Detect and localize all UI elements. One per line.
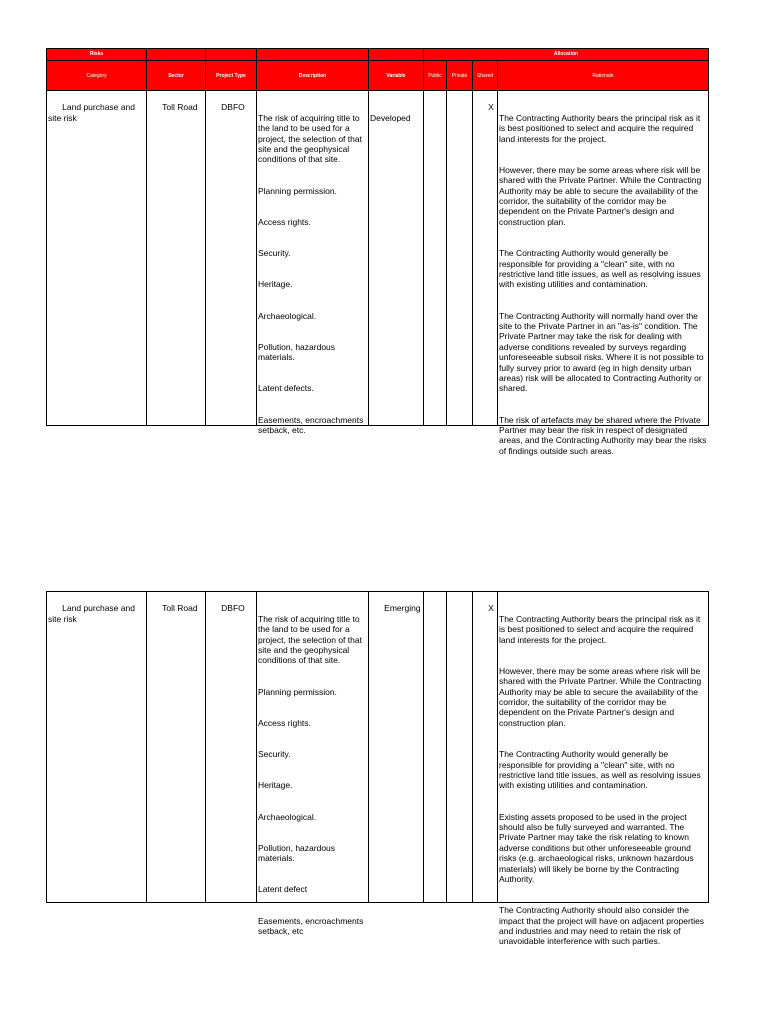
row2-rationale-paragraph: However, there may be some areas where risk will be shared with the Private Partner. While the Contracting Authority may be able to secure the availability of the corridor, the suitability of the corridor may be dependent on the Private Partner's design and construction plan. <box>499 665 704 728</box>
row1-description-line: Archaeological. <box>258 310 317 321</box>
header-variable <box>368 60 423 90</box>
row1-category <box>46 90 146 426</box>
row2-rationale-paragraph: The Contracting Authority would generally be responsible for providing a "clean" site, with no restrictive land title issues, as well as resolving issues with existing utilities and contamination. <box>499 749 704 791</box>
row2-description-line: Planning permission. <box>258 686 337 697</box>
row1-rationale-paragraph: The Contracting Authority will normally hand over the site to the Private Partner in an "as-is" condition. The Private Partner may take the risk for dealing with adverse conditions revealed by surveys regarding unforeseeable subsoil risks. Where it is not possible to fully survey prior to award (eg in high density urban areas) risk will be allocated to Contracting Authority or shared. <box>499 310 706 394</box>
row1-description <box>256 90 368 435</box>
header-risks-group <box>46 48 146 60</box>
header-shared <box>472 60 497 90</box>
row2-description <box>256 591 368 936</box>
header-sector-label: Sector <box>168 72 184 79</box>
row1-public <box>423 90 446 426</box>
row1-project-type-text: DBFO <box>221 102 245 113</box>
row1-variable-text: Developed <box>370 112 411 123</box>
row2-project-type <box>205 591 256 903</box>
header-project-type-label: Project Type <box>216 72 246 79</box>
row1-description-line: Heritage. <box>258 279 293 290</box>
row1-rationale-paragraph: The risk of artefacts may be shared where the Private Partner may bear the risk in respect of designated areas, and the Contracting Authority may bear the risks of findings outside such areas. <box>499 414 709 456</box>
row1-category-text: Land purchase and site risk <box>48 102 138 123</box>
row1-description-line: Access rights. <box>258 216 311 227</box>
header-risks-label: Risks <box>89 51 104 57</box>
row1-description-line: Pollution, hazardous materials. <box>258 341 338 363</box>
row1-description-line: Easements, encroachments setback, etc. <box>258 414 366 435</box>
row2-rationale-paragraph: The Contracting Authority bears the principal risk as it is best positioned to select and acquire the required land interests for the project. <box>499 613 703 645</box>
header-blank-description <box>256 48 368 60</box>
row2-project-type-text: DBFO <box>221 603 245 614</box>
header-shared-label: Shared <box>476 72 494 79</box>
header-category-label: Category <box>86 72 107 79</box>
row2-sector-text: Toll Road <box>162 603 198 614</box>
row2-shared <box>472 591 497 903</box>
header-private-label: Private <box>451 72 468 79</box>
header-blank-sector <box>146 48 205 60</box>
row2-category <box>46 591 146 903</box>
row1-variable <box>368 90 423 426</box>
row1-rationale-paragraph: The Contracting Authority would generally be responsible for providing a "clean" site, with no restrictive land title issues, as well as resolving issues with existing utilities and contamination. <box>499 248 704 290</box>
row2-variable <box>368 591 423 903</box>
row2-description-line: Pollution, hazardous materials. <box>258 842 338 864</box>
row1-description-line: Latent defects. <box>258 383 314 394</box>
row1-description-line: The risk of acquiring title to the land to be used for a project, the selection of that site and the geophysical conditions of that site. <box>258 112 365 165</box>
row2-rationale-paragraph: Existing assets proposed to be used in the project should also be fully surveyed and warranted. The Private Partner may take the risk relating to known adverse conditions but other unforeseeable ground risks (e.g. archaeological risks, unknown hazardous materials) will likely be borne by the Contracting Authority. <box>499 811 697 884</box>
row2-description-line: Access rights. <box>258 717 311 728</box>
row1-description-line: Planning permission. <box>258 185 337 196</box>
row2-rationale <box>497 591 709 947</box>
risk-allocation-table <box>46 48 709 456</box>
header-variable-label: Variable <box>386 72 406 79</box>
header-public <box>423 60 446 90</box>
header-rationale-label: Rationale <box>592 72 614 79</box>
row2-description-line: The risk of acquiring title to the land to be used for a project, the selection of that site and the geophysical conditions of that site. <box>258 613 365 666</box>
row2-description-line: Easements, encroachments setback, etc <box>258 915 366 936</box>
header-description <box>256 60 368 90</box>
header-allocation-group <box>423 48 709 60</box>
row2-description-line: Heritage. <box>258 780 293 791</box>
row2-sector <box>146 591 205 903</box>
row1-sector <box>146 90 205 426</box>
header-sector <box>146 60 205 90</box>
row1-sector-text: Toll Road <box>162 102 198 113</box>
row2-variable-text: Emerging <box>384 603 421 614</box>
header-public-label: Public <box>428 72 442 79</box>
row2-shared-mark: X <box>488 603 494 614</box>
row1-description-line: Security. <box>258 248 291 259</box>
risk-allocation-table-continued <box>46 591 709 947</box>
header-blank-variable <box>368 48 423 60</box>
row1-private <box>446 90 472 426</box>
row2-description-line: Archaeological. <box>258 811 317 822</box>
header-allocation-label: Allocation <box>553 51 579 57</box>
header-project-type <box>205 60 256 90</box>
row2-private <box>446 591 472 903</box>
row1-rationale-paragraph: The Contracting Authority bears the principal risk as it is best positioned to select and acquire the required land interests for the project. <box>499 112 703 144</box>
row1-rationale-paragraph: However, there may be some areas where risk will be shared with the Private Partner. While the Contracting Authority may be able to secure the availability of the corridor, the suitability of the corridor may be dependent on the Private Partner's design and construction plan. <box>499 164 704 227</box>
row2-category-text: Land purchase and site risk <box>48 603 138 624</box>
header-blank-project-type <box>205 48 256 60</box>
row2-description-line: Latent defect <box>258 884 308 895</box>
row1-shared <box>472 90 497 426</box>
header-category <box>46 60 146 90</box>
row2-description-line: Security. <box>258 749 291 760</box>
header-description-label: Description <box>298 72 327 79</box>
header-rationale <box>497 60 709 90</box>
row1-rationale <box>497 90 709 456</box>
row2-public <box>423 591 446 903</box>
row2-rationale-paragraph: The Contracting Authority should also consider the impact that the project will have on adjacent properties and industries and may need to retain the risk of unavoidable interference with such parties. <box>499 905 707 947</box>
row1-shared-mark: X <box>488 102 494 113</box>
header-private <box>446 60 472 90</box>
row1-project-type <box>205 90 256 426</box>
